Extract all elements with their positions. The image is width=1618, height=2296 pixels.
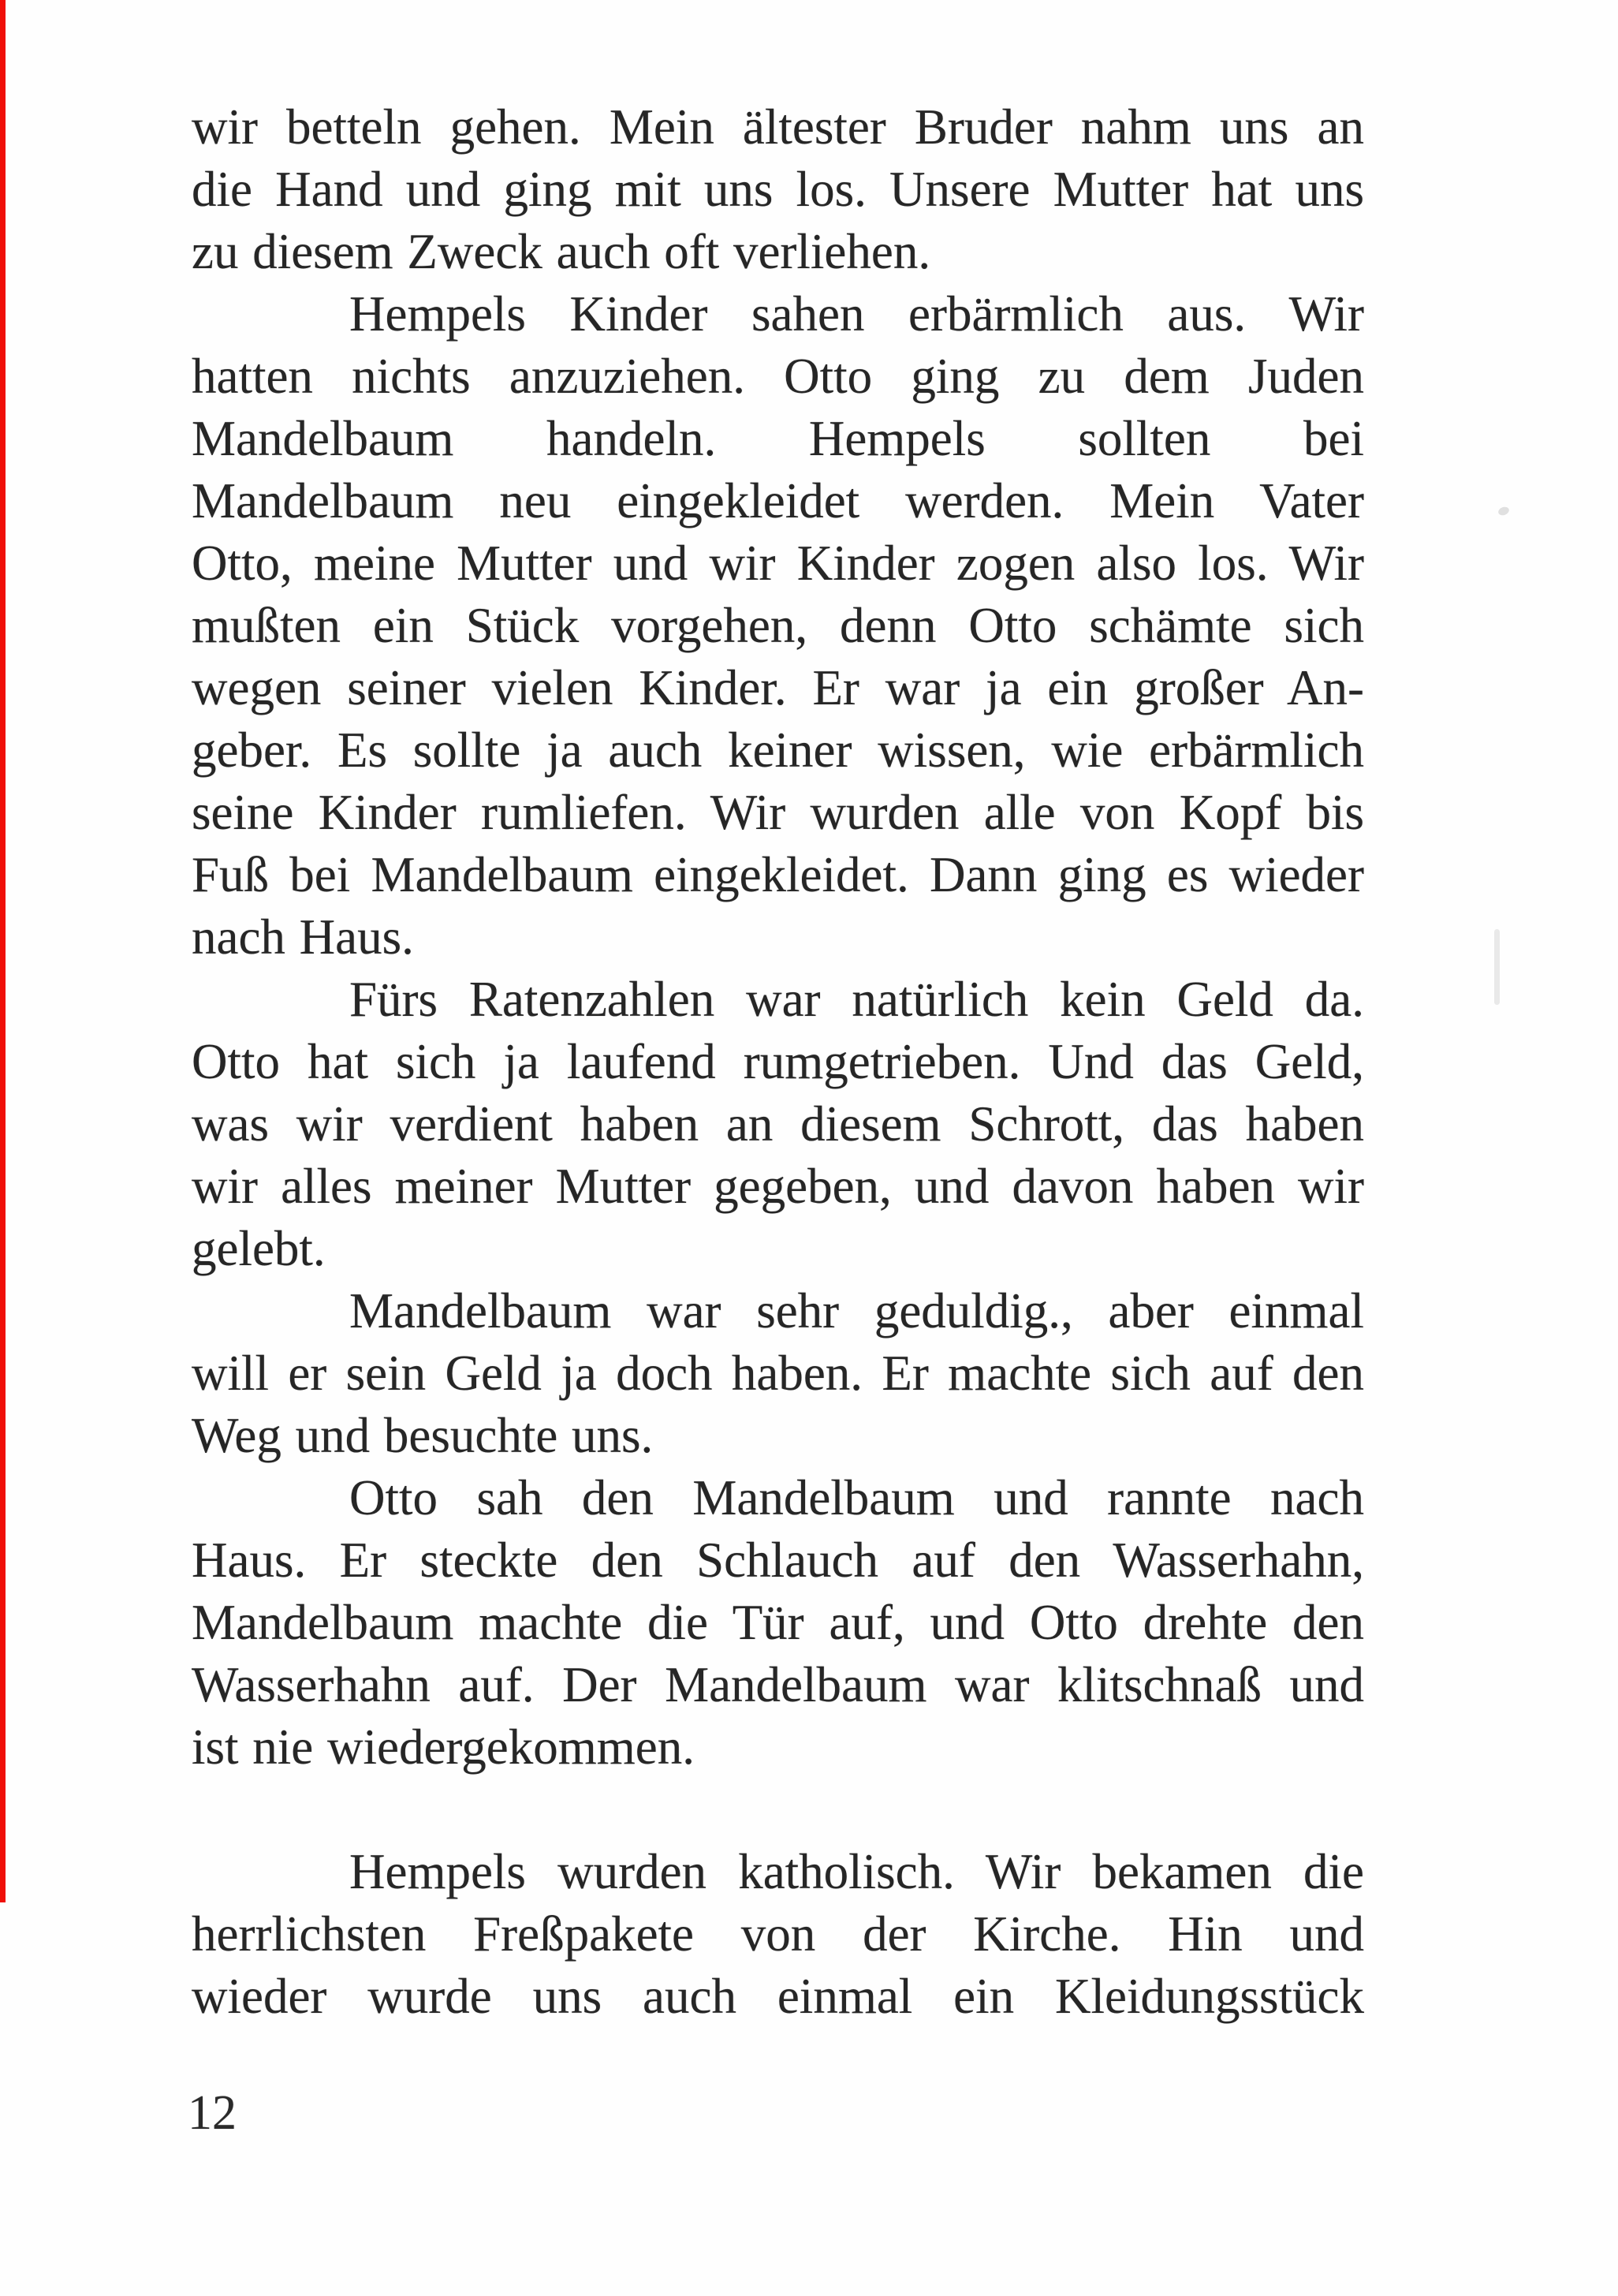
paragraph [192,1467,1364,1779]
text-line: Otto hat sich ja laufend rumgetrieben. Und das Geld, [192,1034,1364,1089]
paragraph [192,1841,1364,2028]
scan-smudge [1497,506,1511,517]
text-line: nach Haus. [192,909,414,965]
paragraph [192,969,1364,1280]
text-line: Fürs Ratenzahlen war natürlich kein Geld da. [349,972,1364,1027]
text-line: zu diesem Zweck auch oft verliehen. [192,224,931,279]
text-line: Hempels Kinder sahen erbärmlich aus. Wir [349,286,1364,342]
text-line: Fuß bei Mandelbaum eingekleidet. Dann ging es wieder [192,847,1364,902]
text-line: mußten ein Stück vorgehen, denn Otto schämte sich [192,598,1364,653]
text-line: Otto sah den Mandelbaum und rannte nach [349,1470,1364,1525]
text-line: Mandelbaum machte die Tür auf, und Otto drehte den [192,1595,1364,1650]
text-line: wieder wurde uns auch einmal ein Kleidungsstück [192,1969,1364,2024]
text-line: die Hand und ging mit uns los. Unsere Mutter hat uns [192,162,1364,217]
text-line: wir betteln gehen. Mein ältester Bruder nahm uns an [192,99,1364,155]
text-line: gelebt. [192,1221,326,1276]
text-line: geber. Es sollte ja auch keiner wissen, wie erbärmlich [192,722,1364,778]
text-line: will er sein Geld ja doch haben. Er machte sich auf den [192,1346,1364,1401]
page-number: 12 [188,2086,237,2140]
text-line: wir alles meiner Mutter gegeben, und davon haben wir [192,1159,1364,1214]
paragraph [192,96,1364,283]
text-line: wegen seiner vielen Kinder. Er war ja ein großer An- [192,660,1364,715]
text-line: Otto, meine Mutter und wir Kinder zogen also los. Wir [192,536,1364,591]
text-line: Hempels wurden katholisch. Wir bekamen die [349,1844,1364,1899]
text-line: Mandelbaum neu eingekleidet werden. Mein Vater [192,473,1364,528]
text-line: Mandelbaum handeln. Hempels sollten bei [192,411,1364,466]
text-line: Wasserhahn auf. Der Mandelbaum war klitschnaß und [192,1657,1364,1712]
red-scan-edge-line [0,0,6,1902]
scan-smudge [1494,929,1500,1005]
text-line: ist nie wiedergekommen. [192,1719,695,1775]
text-line: seine Kinder rumliefen. Wir wurden alle von Kopf bis [192,785,1364,840]
body-text [192,96,1364,2028]
text-line: Haus. Er steckte den Schlauch auf den Wasserhahn, [192,1533,1364,1588]
text-line: hatten nichts anzuziehen. Otto ging zu dem Juden [192,349,1364,404]
text-line: Mandelbaum war sehr geduldig., aber einmal [349,1283,1364,1338]
text-line: herrlichsten Freßpakete von der Kirche. Hin und [192,1906,1364,1962]
paragraph [192,1280,1364,1467]
text-line: Weg und besuchte uns. [192,1408,654,1463]
text-line: was wir verdient haben an diesem Schrott, das haben [192,1096,1364,1152]
paragraph [192,283,1364,969]
